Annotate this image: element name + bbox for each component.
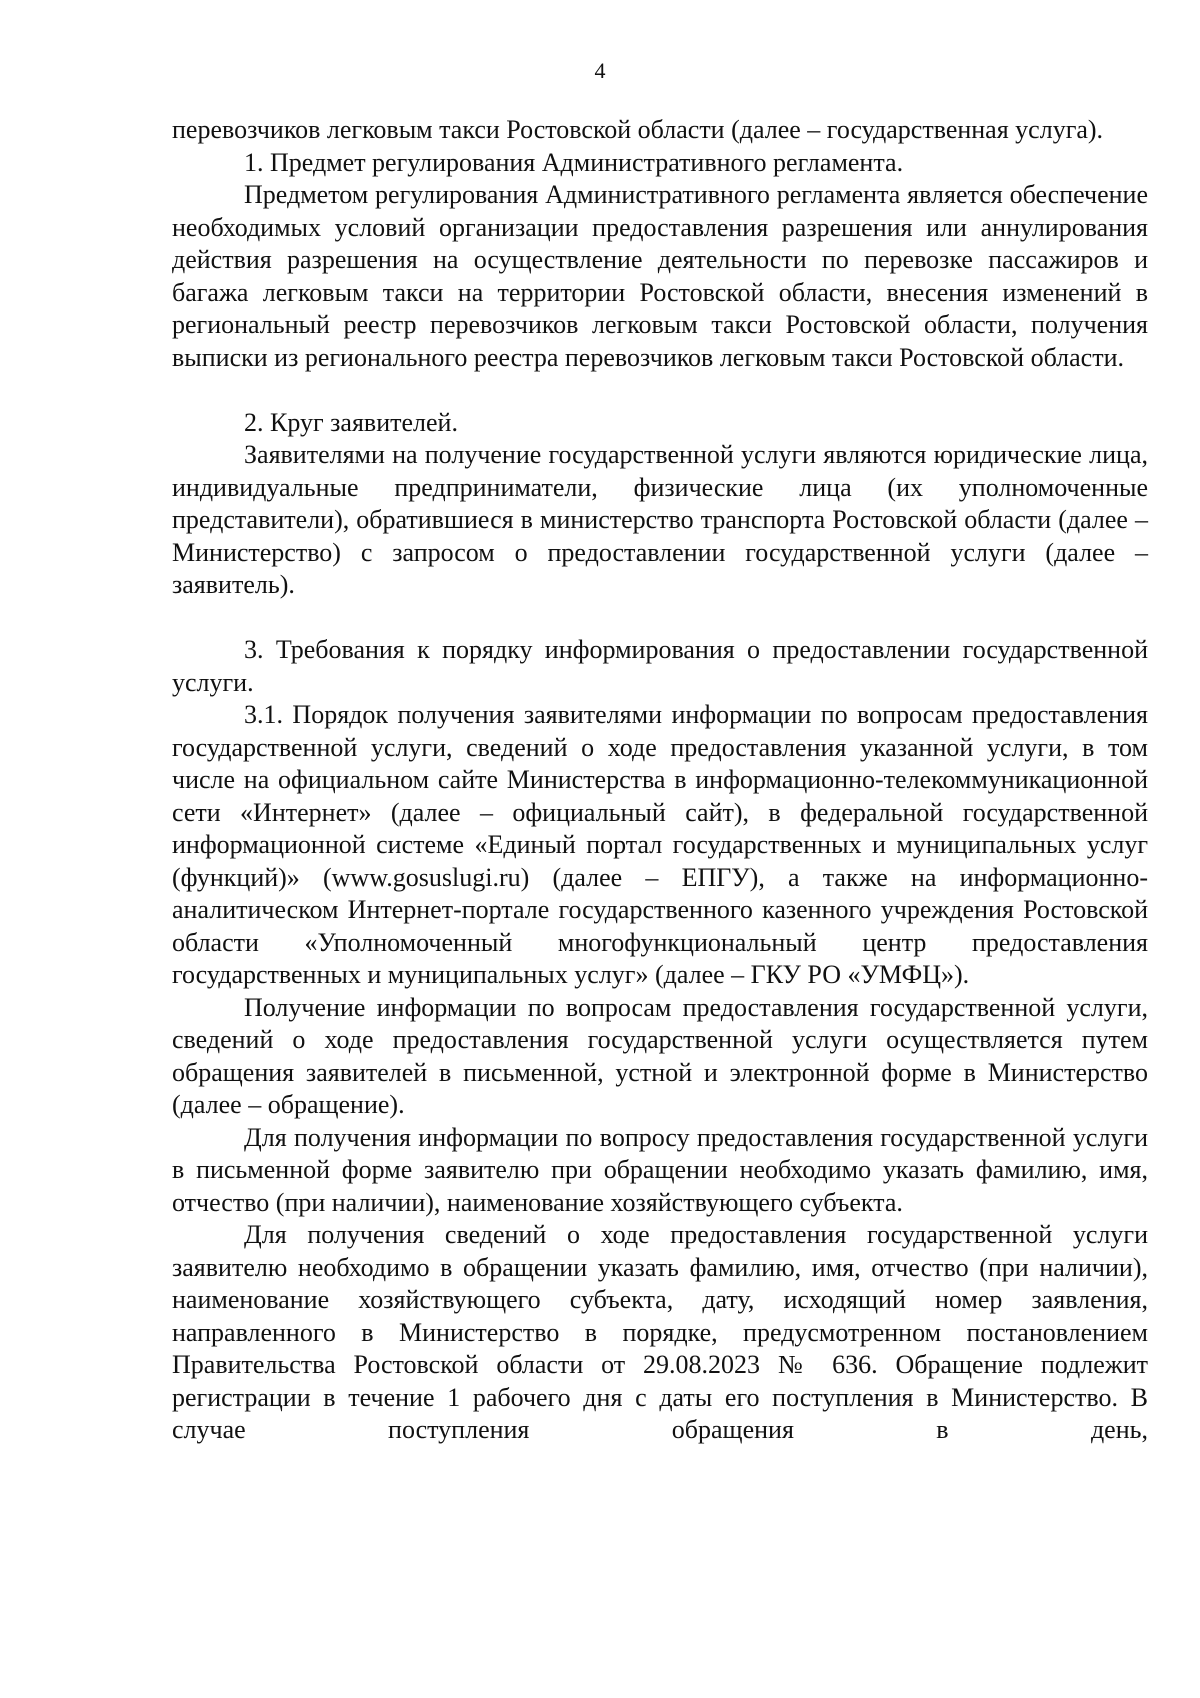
paragraph-applicants: Заявителями на получение государственной услуги являются юридические лица, индивидуальные предприниматели, физические лица (их уполномоченные представители), обратившиеся в министерство транспорта Ростовской области (далее – Министерство) с запросом о предоставлении государственной услуги (далее – заявитель). <box>172 440 1148 599</box>
paragraph-3-1-information-procedure: 3.1. Порядок получения заявителями информации по вопросам предоставления государственной услуги, сведений о ходе предоставления указанной услуги, в том числе на официальном сайте Министерства в информационно-телекоммуникационной сети «Интернет» (далее – официальный сайт), в федеральной государственной информационной системе «Единый портал государственных и муниципальных услуг (функций)» (www.gosuslugi.ru) (далее – ЕПГУ), а также на информационно-аналитическом Интернет-портале государственного казенного учреждения Ростовской области «Уполномоченный многофункциональный центр предоставления государственных и муниципальных услуг» (далее – ГКУ РО «УМФЦ»). <box>172 700 1148 989</box>
paragraph-progress-request: Для получения сведений о ходе предоставления государственной услуги заявителю необходимо в обращении указать фамилию, имя, отчество (при наличии), наименование хозяйствующего субъекта, дату, исходящий номер заявления, направленного в Министерство в порядке, предусмотренном постановлением Правительства Ростовской области от 29.08.2023 № 636. Обращение подлежит регистрации в течение 1 рабочего дня с даты его поступления в Министерство. В случае поступления обращения в день, <box>172 1220 1148 1444</box>
section-3-heading: 3. Требования к порядку информирования о предоставлении государственной услуги. <box>172 635 1148 697</box>
section-1-heading: 1. Предмет регулирования Административного регламента. <box>244 147 904 177</box>
paragraph-regulation-subject: Предметом регулирования Административного регламента является обеспечение необходимых условий организации предоставления разрешения или аннулирования действия разрешения на осуществление деятельности по перевозке пассажиров и багажа легковым такси на территории Ростовской области, внесения изменений в региональный реестр перевозчиков легковым такси Ростовской области, получения выписки из регионального реестра перевозчиков легковым такси Ростовской области. <box>172 180 1148 372</box>
section-2-heading: 2. Круг заявителей. <box>244 407 458 437</box>
paragraph-service-definition-end: перевозчиков легковым такси Ростовской области (далее – государственная услуга). <box>172 115 1104 144</box>
document-body <box>172 114 1148 1447</box>
page-number: 4 <box>594 58 606 83</box>
paragraph-written-request: Для получения информации по вопросу предоставления государственной услуги в письменной форме заявителю при обращении необходимо указать фамилию, имя, отчество (при наличии), наименование хозяйствующего субъекта. <box>172 1122 1148 1217</box>
paragraph-obtaining-information: Получение информации по вопросам предоставления государственной услуги, сведений о ходе предоставления государственной услуги осуществляется путем обращения заявителей в письменной, устной и электронной форме в Министерство (далее – обращение). <box>172 992 1148 1119</box>
